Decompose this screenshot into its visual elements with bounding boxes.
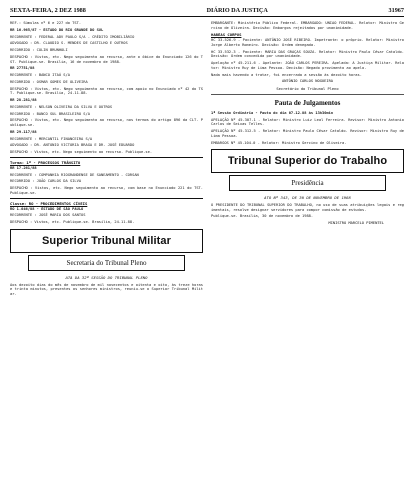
session-caption: ATA DA 32ª SESSÃO DO TRIBUNAL PLENO: [65, 274, 148, 280]
court-subtitle-box: Presidência: [229, 175, 386, 191]
minister-signature: MINISTRO MARCELO PIMENTEL: [328, 221, 384, 226]
left-paragraph-18: DESPACHO : Vistos, etc. Nego seguimento ao recurso. Publique-se.: [10, 150, 153, 155]
signature-name: ANTÔNIO CARLOS NOGUEIRA: [281, 79, 334, 84]
left-paragraph-9: RECORRIDO : OSMAR GOMES DE OLIVEIRA: [10, 79, 88, 84]
left-paragraph-17: ADVOGADO : DR. ANTONIO VICTORIA BRAGA E DR. JOSÉ EDUARDO: [10, 143, 135, 148]
right-paragraph-8: APELAÇÃO Nº 45.312-5 - Relator: Ministro Paulo César Cataldo. Revisor: Ministro Ruy de Lima Pessoa.: [211, 129, 404, 138]
left-paragraph-5: RECORRIDO : COLIN BRUNHOLI: [10, 48, 68, 53]
right-paragraph-10: O PRESIDENTE DO TRIBUNAL SUPERIOR DO TRABALHO, no uso de suas atribuições legais e regimentais, resolve designar servidores para compor comissão de estudos.: [211, 203, 404, 212]
left-paragraph-3: RECORRENTE : FEDERAL ADV PAULO S/A - CRÉDITO IMOBILIÁRIO: [10, 34, 135, 39]
left-paragraph-16: RECORRENTE : MERCANTIL FINANCEIRA S/A: [10, 136, 93, 141]
left-paragraph-10: DESPACHO : Vistos, etc. Nego seguimento ao recurso, com apoio no Enunciado nº 42 do TST. Publique-se. Brasília, 24.11.88.: [10, 86, 203, 96]
columns: [10, 21, 404, 499]
section-heading: HABEAS CORPUS: [211, 32, 242, 38]
divider: [10, 157, 203, 158]
left-paragraph-14: DESPACHO : Vistos, etc. Nego seguimento ao recurso, nos termos do artigo 896 da CLT. Publique-se.: [10, 118, 203, 127]
right-paragraph-11: Publique-se. Brasília, 30 de novembro de 1988.: [211, 214, 314, 219]
section-heading: Turma: 1ª - PROCESSOS TRÂNSITO: [10, 159, 81, 165]
header-title: DIÁRIO DA JUSTIÇA: [206, 7, 268, 14]
court-subtitle-box: Secretaria do Tribunal Pleno: [28, 255, 185, 271]
section-heading: Classe: RO - PROCEDIMENTOS CÍVEIS: [10, 200, 88, 206]
left-paragraph-12: RECORRENTE : NELSON OLIVEIRA DA SILVA E OUTROS: [10, 104, 113, 109]
left-paragraph-26: Aos dezoito dias do mês de novembro de mil novecentos e oitenta e oito, às treze horas e trinta minutos, presentes os senhores ministros, reuniu-se o Superior Tribunal Militar.: [10, 282, 203, 296]
right-paragraph-2: HC 33.526-9 - Paciente: ANTÔNIO JOSÉ RIBEIRO. Impetrante: o próprio. Relator: Ministro Jorge Alberto Romeiro. Decisão: Ordem denegada.: [211, 38, 404, 47]
left-column: [10, 21, 203, 499]
right-column: [211, 21, 404, 499]
left-paragraph-13: RECORRIDO : BANCO SUL BRASILEIRO S/A: [10, 111, 90, 116]
right-paragraph-9: EMBARGOS Nº 45.104-0 - Relator: Ministro Gercino de Oliveira.: [211, 140, 347, 145]
signature-role: Secretário do Tribunal Pleno: [276, 86, 339, 91]
left-paragraph-7: RR 27751/88: [10, 66, 35, 71]
header-date: SEXTA-FEIRA, 2 DEZ 1988: [10, 7, 86, 14]
left-paragraph-2: RR 16.965/87 - ESTADO DO RIO GRANDE DO SUL: [10, 27, 104, 32]
right-paragraph-7: APELAÇÃO Nº 45.307-1 - Relator: Ministro Luiz Leal Ferreira. Revisor: Ministro Antonio Carlos de Seixas Telles.: [211, 117, 404, 127]
header-page-number: 31967: [388, 7, 404, 14]
right-paragraph-4: Apelação nº 45.211-6 - Apelante: JOÃO CARLOS PEREIRA. Apelada: A Justiça Militar. Relator: Ministro Ruy de Lima Pessoa. Decisão: Negado provimento ao apelo.: [211, 61, 404, 70]
act-caption: ATO Nº 343, DE 30 DE NOVEMBRO DE 1988: [264, 195, 351, 201]
left-paragraph-25: DESPACHO : Vistos, etc. Publique-se. Brasília, 24.11.88.: [10, 220, 135, 225]
divider: [10, 198, 203, 199]
right-paragraph-5: Nada mais havendo a tratar, foi encerrada a sessão às dezoito horas.: [211, 72, 362, 77]
left-paragraph-21: RECORRIDO : JOÃO CARLOS DA SILVA: [10, 179, 82, 184]
right-paragraph-3: HC 33.532-3 - Paciente: MARIA DAS GRAÇAS SOUZA. Relator: Ministro Paulo César Cataldo. Decisão: Ordem concedida por unanimidade.: [211, 49, 404, 59]
page-header: [10, 5, 404, 17]
left-paragraph-6: DESPACHO : Vistos, etc. Nego seguimento ao recurso, ante o óbice do Enunciado 126 do TST. Publique-se. Brasília, 16 de novembro de 1988.: [10, 54, 203, 64]
court-title-box: Tribunal Superior do Trabalho: [211, 149, 404, 173]
left-paragraph-11: RR 28.281/88: [10, 98, 37, 102]
agenda-heading: Pauta de Julgamentos: [274, 98, 341, 107]
right-paragraph-6: 1ª Sessão Ordinária - Pauta do dia 07.12.88 às 13h30min: [211, 110, 334, 115]
left-paragraph-4: ADVOGADO : DR. CLAUDIO S. MENDES DE CASTILHO E OUTROS: [10, 41, 128, 46]
left-paragraph-1: REF.: Súmulas nº 6 e 227 do TST.: [10, 21, 82, 25]
left-paragraph-24: RECORRENTE : JOSÉ MARIA DOS SANTOS: [10, 213, 86, 218]
left-paragraph-15: RR 29.117/88: [10, 129, 37, 134]
right-paragraph-1: EMBARGANTE: Ministério Público Federal. EMBARGADO: UNIÃO FEDERAL. Relator: Ministro Gercino de Oliveira. Decisão: Embargos rejeitados por unanimidade.: [211, 21, 404, 30]
left-paragraph-8: RECORRENTE : BANCO ITAÚ S/A: [10, 73, 70, 78]
left-paragraph-20: RECORRENTE : COMPANHIA RIOGRANDENSE DE SANEAMENTO - CORSAN: [10, 172, 139, 177]
left-paragraph-19: RR 17.261/88: [10, 165, 37, 170]
court-title-box: Superior Tribunal Militar: [10, 229, 203, 253]
divider: [211, 94, 404, 95]
left-paragraph-22: DESPACHO : Vistos, etc. Nego seguimento ao recurso, com base no Enunciado 221 do TST. Publique-se.: [10, 186, 203, 195]
left-paragraph-23: RO 1.046/88 - ESTADO DE SÃO PAULO: [10, 206, 84, 211]
